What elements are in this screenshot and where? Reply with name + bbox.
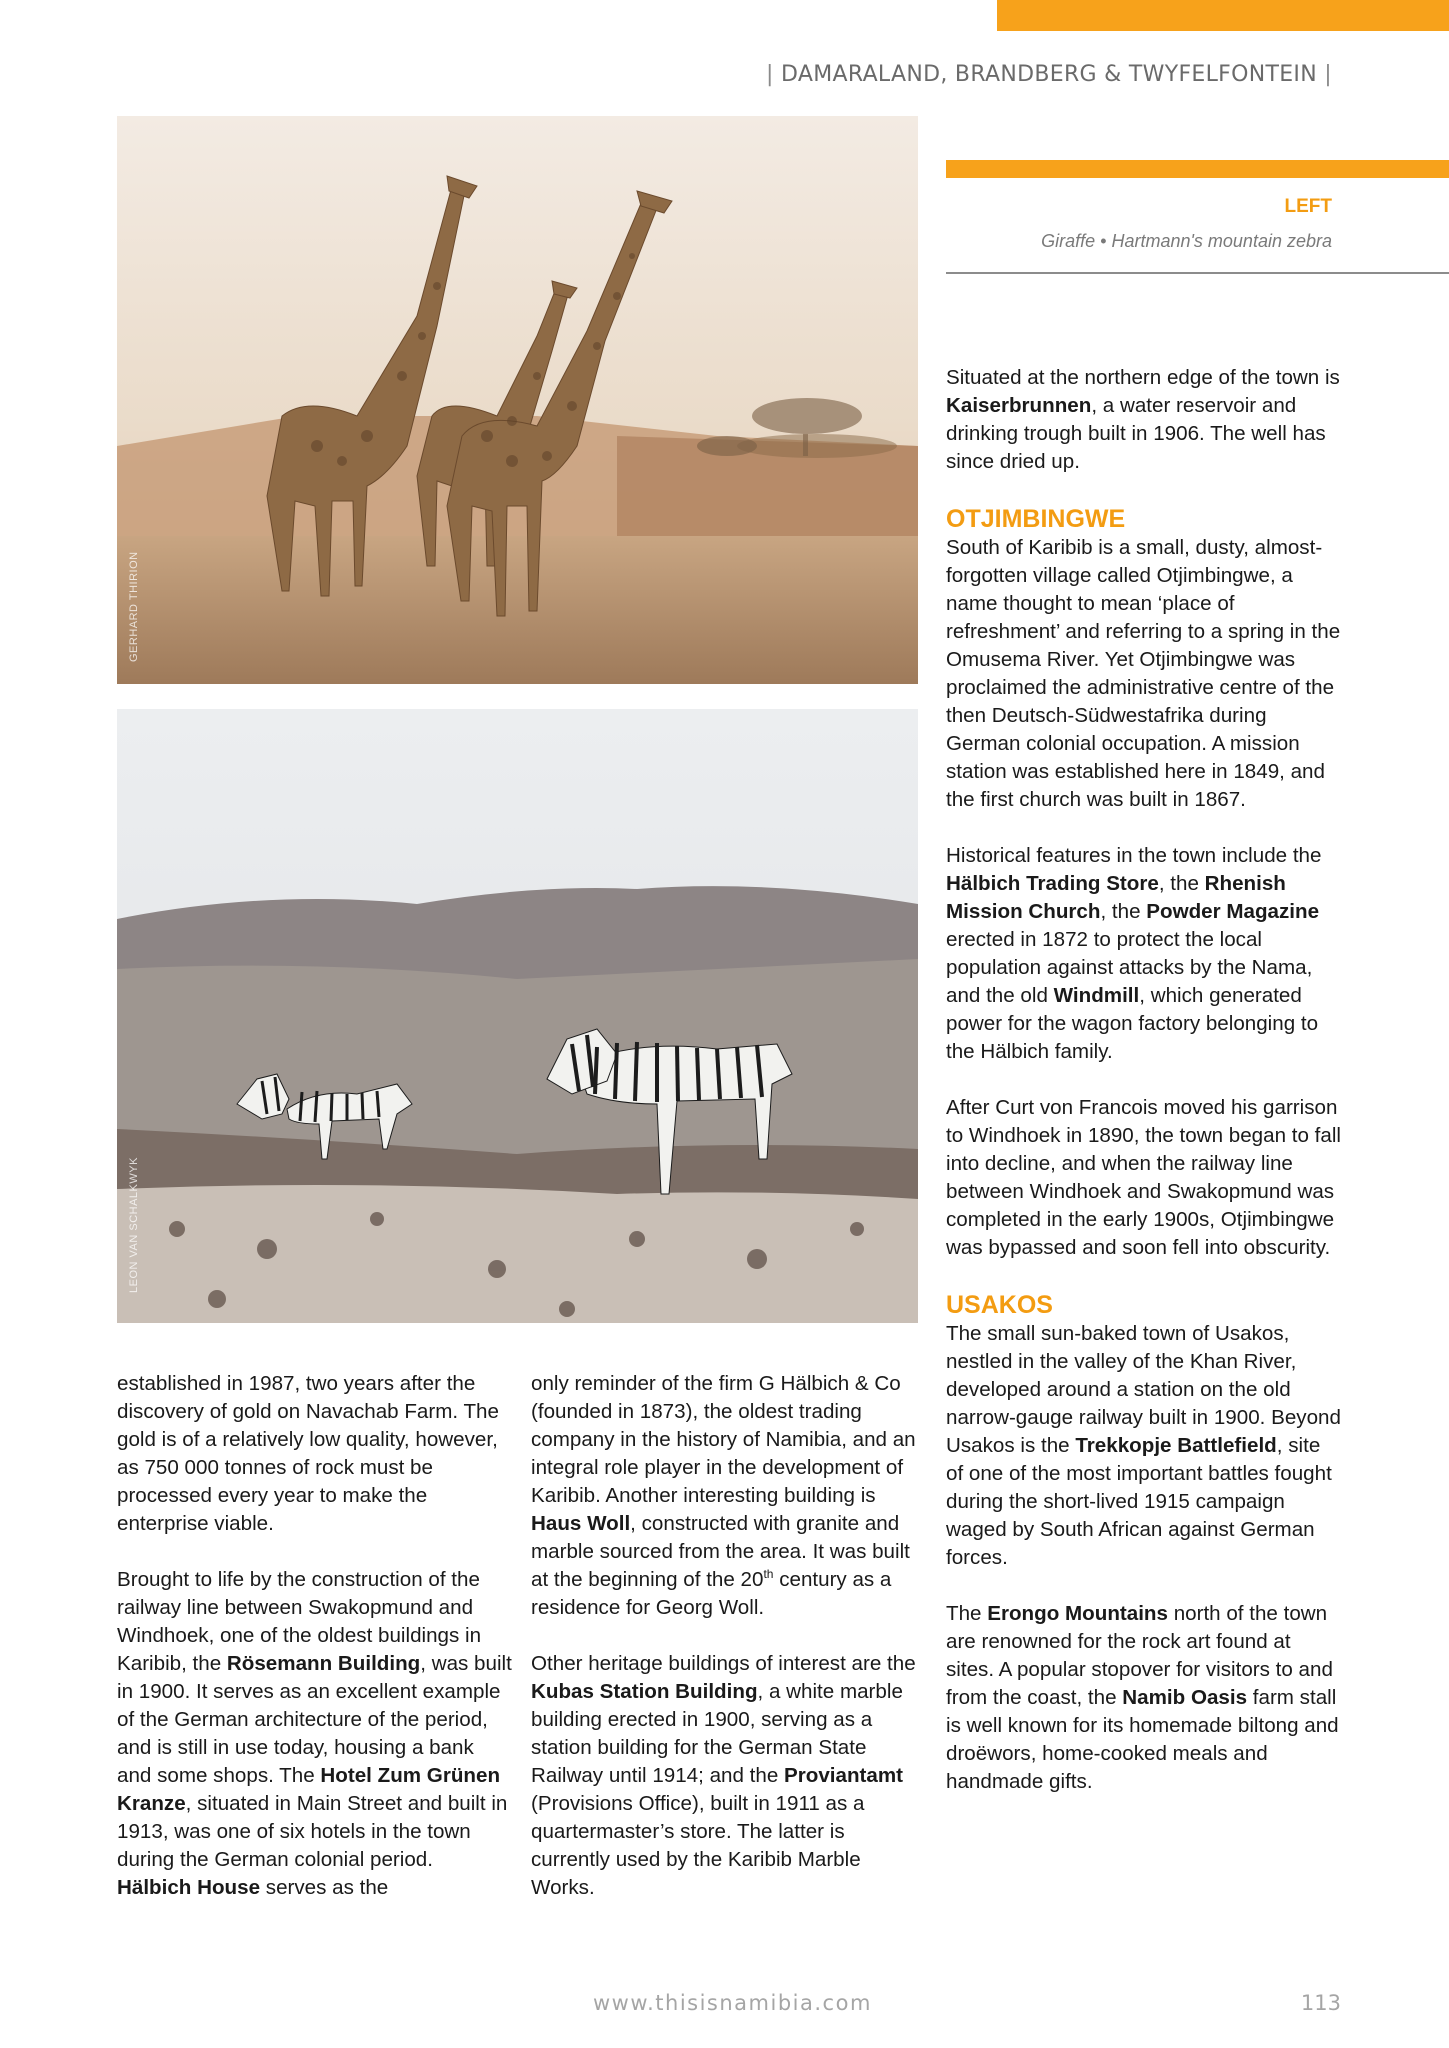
text-run: north of the town are renowned for the rock art found at sites. A popular stopover for visitors to and from the coast, the (946, 1602, 1333, 1709)
section-heading-usakos: USAKOS (946, 1291, 1053, 1319)
highlight-halbich-house: Hälbich House (117, 1876, 261, 1899)
highlight-proviantamt: Proviantamt (784, 1764, 904, 1787)
text-run: , site of one of the most important battles fought during the short-lived 1915 campaign waged by South African against German forces. (946, 1434, 1332, 1569)
caption-rule (946, 272, 1449, 274)
text-run: , the (1100, 900, 1147, 923)
highlight-trekkopje: Trekkopje Battlefield (1075, 1434, 1277, 1457)
caption-text: Giraffe • Hartmann's mountain zebra (1041, 231, 1332, 251)
highlight-hotel: Hotel Zum Grünen Kranze (117, 1764, 501, 1815)
text-run: Brought to life by the construction of the railway line between Swakopmund and Windhoek, one of the oldest buildings in Karibib, the (117, 1568, 482, 1675)
text-run: only reminder of the firm G Hälbich & Co (founded in 1873), the oldest trading company in the history of Namibia, and an integral role player in the development of Karibib. Another interesting building is (531, 1372, 916, 1507)
paragraph (946, 842, 1341, 1066)
text-run: The small sun-baked town of Usakos, nestled in the valley of the Khan River, developed around a station on the old narrow-gauge railway built in 1900. Beyond Usakos is the (946, 1322, 1341, 1457)
text-run: Other heritage buildings of interest are the (531, 1652, 916, 1675)
text-run: , constructed with granite and marble sourced from the area. It was built at the beginning of the 20 (531, 1512, 910, 1591)
superscript: th (763, 1567, 774, 1582)
text-run: farm stall is well known for its homemade biltong and droëwors, home-cooked meals and handmade gifts. (946, 1686, 1339, 1793)
highlight-windmill: Windmill (1053, 984, 1140, 1007)
text-run: , a water reservoir and drinking trough built in 1906. The well has since dried up. (946, 394, 1326, 473)
paragraph (531, 1650, 926, 1902)
running-header (766, 62, 1332, 87)
highlight-kubas: Kubas Station Building (531, 1680, 758, 1703)
section-title: DAMARALAND, BRANDBERG & TWYFELFONTEIN (781, 62, 1317, 87)
paragraph: After Curt von Francois moved his garrison to Windhoek in 1890, the town began to fall into decline, and when the railway line between Windhoek and Swakopmund was completed in the early 1900s, Otjimbingwe was bypassed and soon fell into obscurity. (946, 1096, 1341, 1259)
text-run: century as a residence for Georg Woll. (531, 1568, 892, 1619)
top-accent-bar (997, 0, 1449, 31)
text-run: , situated in Main Street and built in 1913, was one of six hotels in the town during the German colonial period. (117, 1792, 508, 1871)
highlight-trading-store: Hälbich Trading Store (946, 872, 1159, 895)
text-run: , which generated power for the wagon factory belonging to the Hälbich family. (946, 984, 1319, 1063)
highlight-haus-woll: Haus Woll (531, 1512, 631, 1535)
highlight-mission-church: Rhenish Mission Church (946, 872, 1286, 923)
caption-heading: LEFT (1284, 196, 1332, 217)
highlight-kaiserbrunnen: Kaiserbrunnen (946, 394, 1092, 417)
zebras-photo (117, 709, 918, 1323)
text-run: Historical features in the town include the (946, 844, 1322, 867)
paragraph (117, 1566, 512, 1902)
header-divider-left: | (766, 62, 774, 87)
text-column-2 (531, 1370, 926, 1930)
giraffes-photo (117, 116, 918, 684)
paragraph (531, 1370, 926, 1622)
text-column-3 (946, 364, 1341, 1824)
text-run: , the (1158, 872, 1205, 895)
photo-credit-giraffes: GERHARD THIRION (128, 551, 140, 662)
highlight-powder-magazine: Powder Magazine (1146, 900, 1320, 923)
text-run: , a white marble building erected in 1900, serving as a station building for the German State Railway until 1914; and the (531, 1680, 903, 1787)
photo-credit-zebras: LEON VAN SCHALKWYK (128, 1157, 140, 1293)
text-column-1 (117, 1370, 512, 1930)
paragraph (946, 364, 1341, 476)
paragraph: South of Karibib is a small, dusty, almost-forgotten village called Otjimbingwe, a name thought to mean ‘place of refreshment’ and referring to a spring in the Omusema River. Yet Otjimbingwe was proclaimed the administrative centre of the then Deutsch-Südwestafrika during German colonial occupation. A mission station was established here in 1849, and the first church was built in 1867. (946, 536, 1341, 811)
footer-url[interactable]: www.thisisnamibia.com (593, 1991, 872, 2015)
paragraph (946, 1600, 1341, 1796)
section-heading-otjimbingwe: OTJIMBINGWE (946, 505, 1126, 533)
caption-accent-bar (946, 160, 1449, 178)
header-divider-right: | (1324, 62, 1332, 87)
text-run: (Provisions Office), built in 1911 as a quartermaster’s store. The latter is currently used by the Karibib Marble Works. (531, 1792, 865, 1899)
text-run: , was built in 1900. It serves as an excellent example of the German architecture of the period, and is still in use today, housing a bank and some shops. The (117, 1652, 512, 1787)
text-run: serves as the (260, 1876, 389, 1899)
highlight-rosemann: Rösemann Building (226, 1652, 421, 1675)
text-run: erected in 1872 to protect the local population against attacks by the Nama, and the old (946, 928, 1313, 1007)
text-run: Situated at the northern edge of the town is (946, 366, 1340, 389)
highlight-namib-oasis: Namib Oasis (1122, 1686, 1248, 1709)
page-number: 113 (1300, 1991, 1341, 2015)
paragraph: established in 1987, two years after the discovery of gold on Navachab Farm. The gold is of a relatively low quality, however, as 750 000 tonnes of rock must be processed every year to make the enterprise viable. (117, 1372, 499, 1535)
paragraph (946, 1320, 1341, 1572)
caption-box (946, 160, 1449, 274)
highlight-erongo: Erongo Mountains (987, 1602, 1168, 1625)
text-run: The (946, 1602, 988, 1625)
